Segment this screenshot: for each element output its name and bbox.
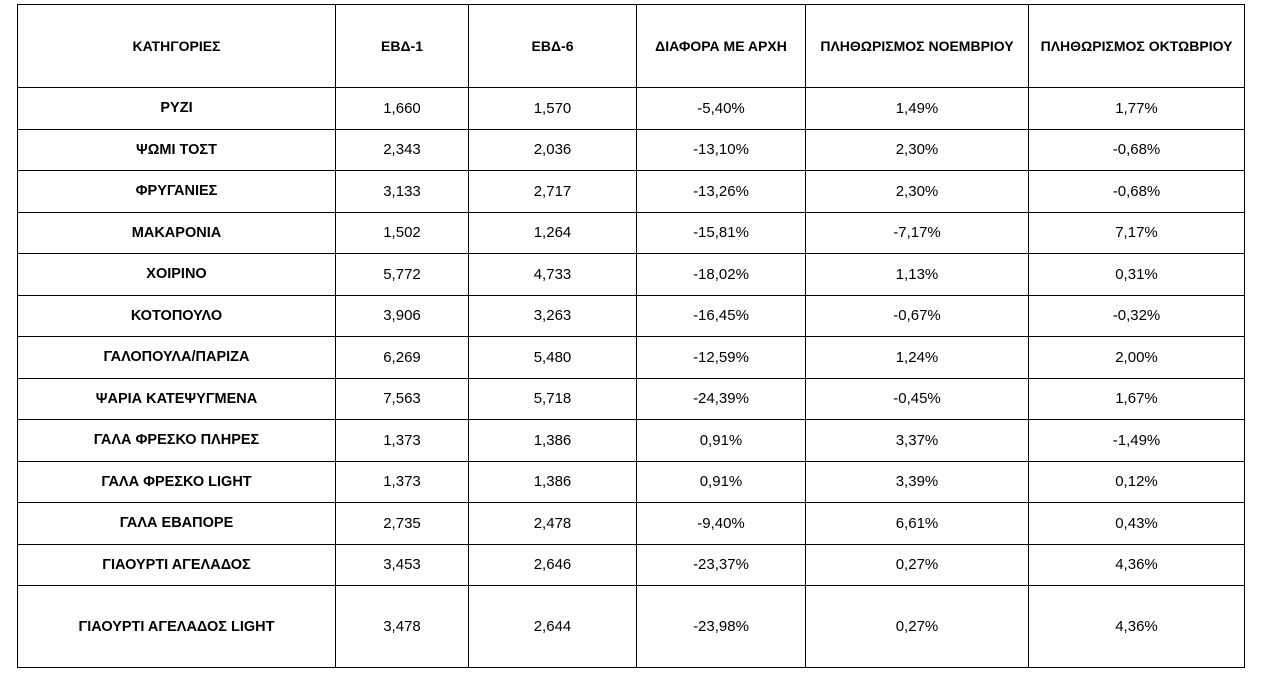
diff-cell: -23,98% <box>637 586 806 668</box>
inflation-november-cell: 1,13% <box>806 254 1029 296</box>
table-row <box>18 129 1245 171</box>
week-1-cell: 1,373 <box>336 420 469 462</box>
week-1-cell: 3,453 <box>336 544 469 586</box>
diff-cell: -12,59% <box>637 337 806 379</box>
diff-cell: -18,02% <box>637 254 806 296</box>
week-1-cell: 1,373 <box>336 461 469 503</box>
inflation-october-cell: -0,68% <box>1029 129 1245 171</box>
table-row <box>18 544 1245 586</box>
inflation-october-cell: 1,77% <box>1029 88 1245 130</box>
week-1-cell: 6,269 <box>336 337 469 379</box>
week-6-cell: 1,386 <box>469 420 637 462</box>
header-diff-from-start: ΔΙΑΦΟΡΑ ΜΕ ΑΡΧΗ <box>637 5 806 88</box>
table-row <box>18 88 1245 130</box>
inflation-october-cell: 0,12% <box>1029 461 1245 503</box>
category-cell: ΜΑΚΑΡΟΝΙΑ <box>18 212 336 254</box>
week-6-cell: 5,718 <box>469 378 637 420</box>
week-6-cell: 2,478 <box>469 503 637 545</box>
inflation-november-cell: -0,67% <box>806 295 1029 337</box>
header-categories: ΚΑΤΗΓΟΡΙΕΣ <box>18 5 336 88</box>
diff-cell: -13,26% <box>637 171 806 213</box>
category-cell: ΓΑΛΟΠΟΥΛΑ/ΠΑΡΙΖΑ <box>18 337 336 379</box>
inflation-october-cell: 1,67% <box>1029 378 1245 420</box>
inflation-october-cell: 2,00% <box>1029 337 1245 379</box>
table-body <box>18 88 1245 668</box>
category-cell: ΓΑΛΑ ΦΡΕΣΚΟ LIGHT <box>18 461 336 503</box>
week-1-cell: 3,133 <box>336 171 469 213</box>
inflation-november-cell: 3,39% <box>806 461 1029 503</box>
category-cell: ΡΥΖΙ <box>18 88 336 130</box>
week-1-cell: 2,735 <box>336 503 469 545</box>
inflation-november-cell: 3,37% <box>806 420 1029 462</box>
inflation-november-cell: 0,27% <box>806 586 1029 668</box>
week-6-cell: 1,264 <box>469 212 637 254</box>
inflation-october-cell: 4,36% <box>1029 544 1245 586</box>
week-6-cell: 2,644 <box>469 586 637 668</box>
header-week-1: ΕΒΔ-1 <box>336 5 469 88</box>
inflation-november-cell: 1,24% <box>806 337 1029 379</box>
diff-cell: -24,39% <box>637 378 806 420</box>
inflation-november-cell: -0,45% <box>806 378 1029 420</box>
week-1-cell: 2,343 <box>336 129 469 171</box>
week-6-cell: 4,733 <box>469 254 637 296</box>
week-6-cell: 3,263 <box>469 295 637 337</box>
week-6-cell: 2,717 <box>469 171 637 213</box>
inflation-november-cell: -7,17% <box>806 212 1029 254</box>
category-cell: ΚΟΤΟΠΟΥΛΟ <box>18 295 336 337</box>
inflation-october-cell: 0,43% <box>1029 503 1245 545</box>
category-cell: ΓΙΑΟΥΡΤΙ ΑΓΕΛΑΔΟΣ <box>18 544 336 586</box>
inflation-october-cell: 4,36% <box>1029 586 1245 668</box>
week-1-cell: 5,772 <box>336 254 469 296</box>
inflation-october-cell: 7,17% <box>1029 212 1245 254</box>
price-table <box>17 4 1245 668</box>
week-1-cell: 3,906 <box>336 295 469 337</box>
inflation-october-cell: -0,68% <box>1029 171 1245 213</box>
diff-cell: 0,91% <box>637 420 806 462</box>
diff-cell: -23,37% <box>637 544 806 586</box>
header-inflation-november: ΠΛΗΘΩΡΙΣΜΟΣ ΝΟΕΜΒΡΙΟΥ <box>806 5 1029 88</box>
week-6-cell: 2,036 <box>469 129 637 171</box>
category-cell: ΨΩΜΙ ΤΟΣΤ <box>18 129 336 171</box>
inflation-october-cell: 0,31% <box>1029 254 1245 296</box>
category-cell: ΨΑΡΙΑ ΚΑΤΕΨΥΓΜΕΝΑ <box>18 378 336 420</box>
week-6-cell: 2,646 <box>469 544 637 586</box>
inflation-november-cell: 0,27% <box>806 544 1029 586</box>
category-cell: ΓΑΛΑ ΦΡΕΣΚΟ ΠΛΗΡΕΣ <box>18 420 336 462</box>
week-1-cell: 3,478 <box>336 586 469 668</box>
header-week-6: ΕΒΔ-6 <box>469 5 637 88</box>
inflation-october-cell: -1,49% <box>1029 420 1245 462</box>
header-inflation-october: ΠΛΗΘΩΡΙΣΜΟΣ ΟΚΤΩΒΡΙΟΥ <box>1029 5 1245 88</box>
week-6-cell: 5,480 <box>469 337 637 379</box>
diff-cell: -16,45% <box>637 295 806 337</box>
week-6-cell: 1,570 <box>469 88 637 130</box>
week-1-cell: 1,660 <box>336 88 469 130</box>
table-row <box>18 212 1245 254</box>
category-cell: ΓΑΛΑ ΕΒΑΠΟΡΕ <box>18 503 336 545</box>
week-1-cell: 7,563 <box>336 378 469 420</box>
header-row <box>18 5 1245 88</box>
category-cell: ΧΟΙΡΙΝΟ <box>18 254 336 296</box>
diff-cell: -5,40% <box>637 88 806 130</box>
week-1-cell: 1,502 <box>336 212 469 254</box>
table-row <box>18 586 1245 668</box>
diff-cell: 0,91% <box>637 461 806 503</box>
diff-cell: -9,40% <box>637 503 806 545</box>
inflation-november-cell: 2,30% <box>806 129 1029 171</box>
category-cell: ΦΡΥΓΑΝΙΕΣ <box>18 171 336 213</box>
week-6-cell: 1,386 <box>469 461 637 503</box>
table-row <box>18 295 1245 337</box>
inflation-november-cell: 1,49% <box>806 88 1029 130</box>
diff-cell: -13,10% <box>637 129 806 171</box>
table-row <box>18 461 1245 503</box>
table-row <box>18 420 1245 462</box>
table-row <box>18 337 1245 379</box>
table-row <box>18 171 1245 213</box>
inflation-november-cell: 6,61% <box>806 503 1029 545</box>
table-row <box>18 503 1245 545</box>
category-cell: ΓΙΑΟΥΡΤΙ ΑΓΕΛΑΔΟΣ LIGHT <box>18 586 336 668</box>
diff-cell: -15,81% <box>637 212 806 254</box>
inflation-october-cell: -0,32% <box>1029 295 1245 337</box>
table-row <box>18 378 1245 420</box>
table-row <box>18 254 1245 296</box>
inflation-november-cell: 2,30% <box>806 171 1029 213</box>
